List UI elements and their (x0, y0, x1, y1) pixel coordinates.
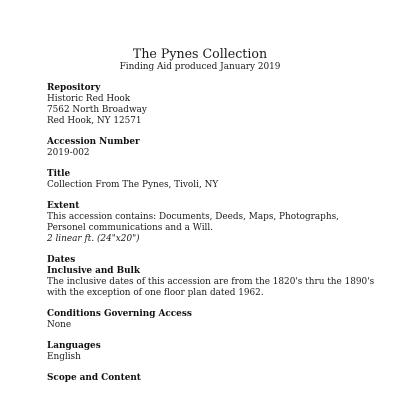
dates-subheading: Inclusive and Bulk (47, 266, 141, 276)
dates-text: The inclusive dates of this accession are from the 1820's thru the 1890's with the exception of one floor plan dated 1962. (47, 277, 375, 298)
title-section (47, 169, 377, 191)
languages-heading: Languages (47, 341, 101, 351)
accession-section (47, 137, 377, 159)
scope-heading: Scope and Content (47, 373, 141, 383)
repository-city: Red Hook, NY 12571 (47, 116, 142, 126)
languages-value: English (47, 352, 81, 362)
extent-size: 2 linear ft. (24"x20") (47, 234, 140, 244)
document-title: The Pynes Collection (132, 46, 268, 61)
extent-text: This accession contains: Documents, Deeds, Maps, Photographs, Personel communications and a Will. (47, 212, 339, 233)
access-value: None (47, 320, 72, 330)
dates-section (47, 255, 377, 299)
repository-street: 7562 North Broadway (47, 105, 147, 115)
document-body (47, 83, 377, 394)
scope-section (47, 373, 377, 384)
languages-section (47, 341, 377, 363)
repository-heading: Repository (47, 83, 101, 93)
accession-value: 2019-002 (47, 148, 90, 158)
title-value: Collection From The Pynes, Tivoli, NY (47, 180, 219, 190)
title-heading: Title (47, 169, 71, 179)
accession-heading: Accession Number (47, 137, 140, 147)
repository-name: Historic Red Hook (47, 94, 131, 104)
extent-section (47, 201, 377, 245)
repository-section (47, 83, 377, 127)
access-heading: Conditions Governing Access (47, 309, 192, 319)
dates-heading: Dates (47, 255, 76, 265)
extent-heading: Extent (47, 201, 80, 211)
document-subtitle: Finding Aid produced January 2019 (119, 62, 281, 72)
access-section (47, 309, 377, 331)
